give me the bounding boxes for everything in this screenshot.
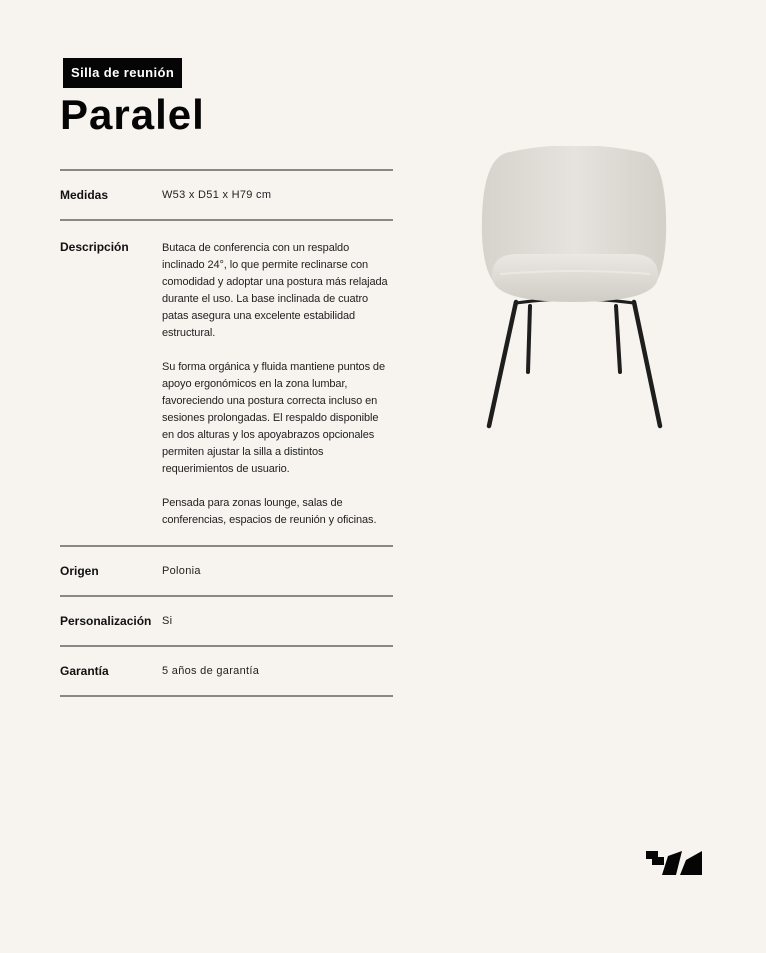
description-paragraph: Pensada para zonas lounge, salas de conferencias, espacios de reunión y oficinas.: [162, 497, 377, 526]
brand-logo: [646, 851, 702, 875]
chair-image: [478, 146, 670, 434]
spec-row-warranty: [60, 647, 393, 697]
description-text: [162, 240, 393, 529]
spec-row-description: [60, 221, 393, 547]
spec-value: Si: [162, 615, 173, 627]
spec-table: [60, 169, 393, 697]
spec-label: Garantía: [60, 664, 109, 678]
product-title: Paralel: [60, 91, 205, 138]
spec-label: Origen: [60, 564, 99, 578]
description-paragraph: Butaca de conferencia con un respaldo inclinado 24°, lo que permite reclinarse con comodidad y adoptar una postura más relajada durante el uso. La base inclinada de cuatro patas asegura una excelente estabilidad estructural.: [162, 242, 388, 339]
spec-value: Polonia: [162, 565, 201, 577]
category-badge: Silla de reunión: [63, 58, 182, 88]
description-paragraph: Su forma orgánica y fluida mantiene puntos de apoyo ergonómicos en la zona lumbar, favoreciendo una postura correcta incluso en sesiones prolongadas. El respaldo disponible en dos alturas y los apoyabrazos opcionales permiten ajustar la silla a distintos requerimientos de usuario.: [162, 361, 385, 475]
spec-value: W53 x D51 x H79 cm: [162, 189, 272, 201]
spec-value: 5 años de garantía: [162, 665, 260, 677]
spec-label: Personalización: [60, 614, 152, 628]
spec-row-customization: [60, 597, 393, 647]
spec-row-origin: [60, 547, 393, 597]
spec-label: Descripción: [60, 240, 129, 254]
spec-label: Medidas: [60, 188, 109, 202]
spec-row-dimensions: [60, 171, 393, 221]
